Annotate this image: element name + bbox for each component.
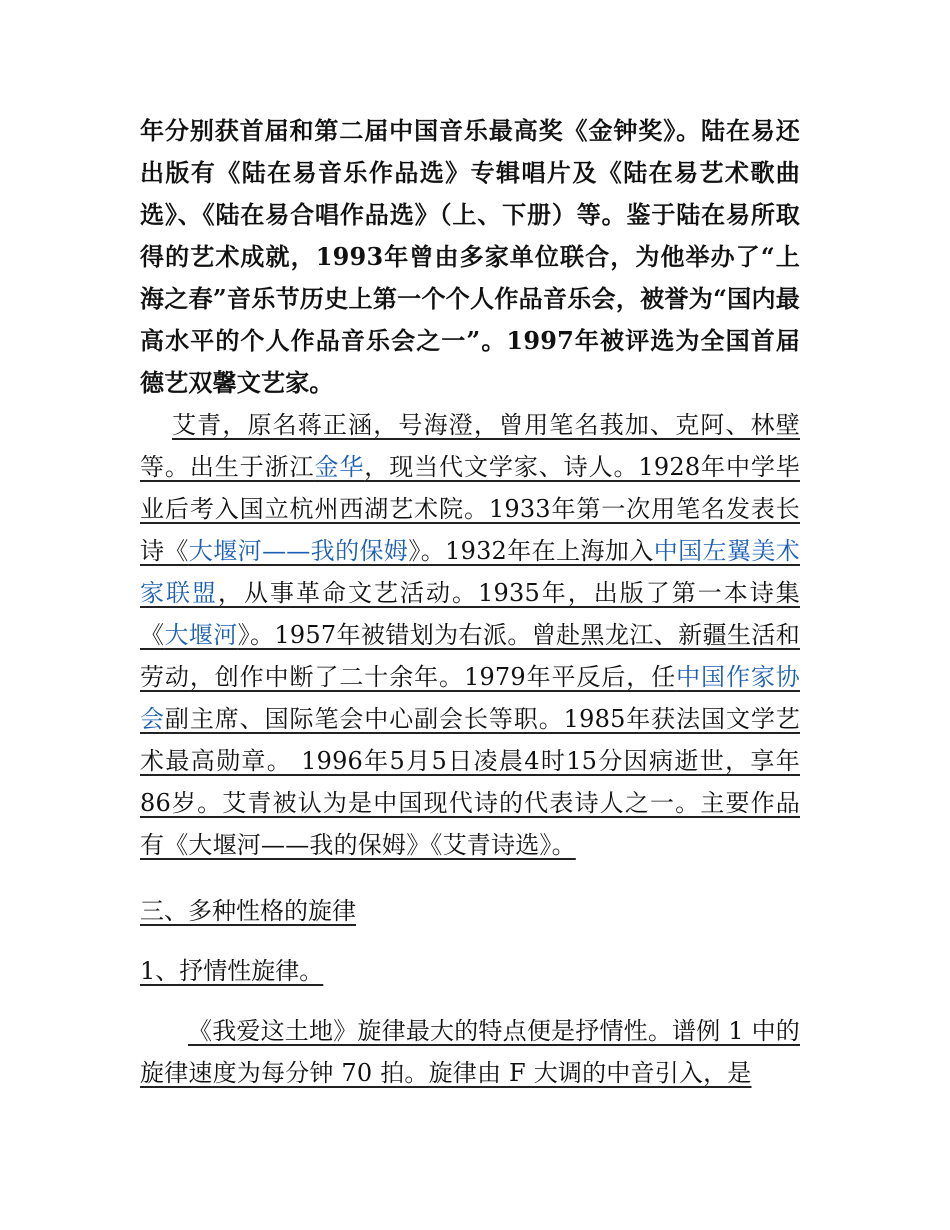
link-jinhua[interactable]: 金华 [314, 453, 365, 481]
paragraph-text-segment: ，从事革命文艺活动。1935年，出版了第一本诗集《 [140, 579, 800, 649]
paragraph-lyrical-melody [140, 1010, 800, 1094]
paragraph-ai-qing [140, 404, 800, 866]
link-dayanhe[interactable]: 大堰河 [164, 621, 238, 649]
subsection-heading: 1、抒情性旋律。 [140, 957, 324, 985]
paragraph-text-segment: 》。1932年在上海加入 [408, 537, 654, 565]
paragraph-text-segment: 副主席、国际笔会中心副会长等职。1985年获法国文学艺术最高勋章。 1996年5月5日凌晨4时15分因病逝世，享年86岁。艾青被认为是中国现代诗的代表诗人之一。主要作品有《大堰河——我的保姆》《艾青诗选》。 [140, 705, 800, 859]
link-china-left-wing-artists-league[interactable]: 中国左翼美术家联盟 [140, 537, 800, 607]
paragraph-text-segment: 艾青，原名蒋正涵，号海澄，曾用笔名莪加、克阿、林壁等。出生于浙江 [140, 411, 800, 481]
link-dayanhe-my-nanny[interactable]: 大堰河——我的保姆 [188, 537, 409, 565]
section-heading: 三、多种性格的旋律 [140, 897, 356, 925]
link-china-writers-association[interactable]: 中国作家协会 [140, 663, 800, 733]
paragraph-text-segment: 《我爱这土地》旋律最大的特点便是抒情性。谱例 1 中的旋律速度为每分钟 70 拍。旋律由 F 大调的中音引入，是 [140, 1017, 800, 1087]
paragraph-text-segment: ，现当代文学家、诗人。1928年中学毕业后考入国立杭州西湖艺术院。1933年第一次用笔名发表长诗《 [140, 453, 800, 565]
paragraph-text-segment: 》。1957年被错划为右派。曾赴黑龙江、新疆生活和劳动，创作中断了二十余年。1979年平反后，任 [140, 621, 800, 691]
paragraph-lu-zaiyi: 年分别获首届和第二届中国音乐最高奖《金钟奖》。陆在易还出版有《陆在易音乐作品选》专辑唱片及《陆在易艺术歌曲选》、《陆在易合唱作品选》（上、下册）等。鉴于陆在易所取得的艺术成就，1993年曾由多家单位联合，为他举办了“上海之春”音乐节历史上第一个个人作品音乐会，被誉为“国内最高水平的个人作品音乐会之一”。1997年被评选为全国首届德艺双馨文艺家。 [140, 116, 800, 397]
